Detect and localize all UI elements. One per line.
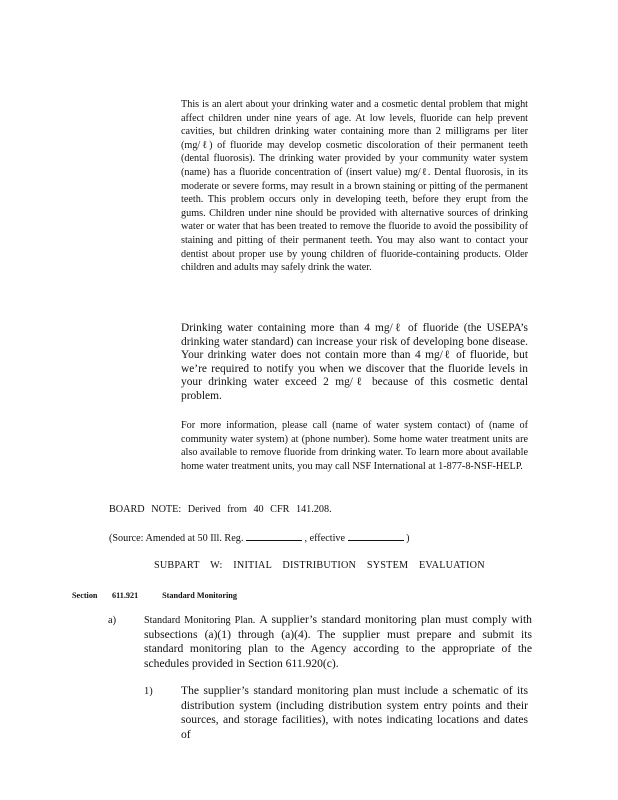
effective-date-blank bbox=[348, 531, 404, 541]
item-a-paragraph bbox=[144, 613, 532, 671]
register-blank bbox=[246, 531, 302, 541]
item-a-lead: Standard Monitoring Plan. bbox=[144, 615, 256, 626]
subpart-heading: SUBPART W: INITIAL DISTRIBUTION SYSTEM EVALUATION bbox=[154, 560, 485, 571]
source-note bbox=[109, 531, 410, 545]
more-information-paragraph: For more information, please call (name of water system contact) of (name of community water system) at (phone number). Some home water treatment units are also available to remove fluoride from drinking water. To learn more about available home water treatment units, you may call NSF International at 1-877-8-NSF-HELP. bbox=[181, 420, 528, 472]
source-prefix: (Source: Amended at 50 Ill. Reg. bbox=[109, 533, 244, 544]
section-heading bbox=[72, 589, 237, 602]
source-middle: , effective bbox=[304, 533, 346, 544]
fluoride-alert-paragraph: This is an alert about your drinking water and a cosmetic dental problem that might affect children under nine years of age. At low levels, fluoride can help prevent cavities, but children drinking water containing more than 2 milligrams per liter (mg/ℓ) of fluoride may develop cosmetic discoloration of their permanent teeth (dental fluorosis). The drinking water provided by your community water system (name) has a fluoride concentration of (insert value) mg/ℓ. Dental fluorosis, in its moderate or severe forms, may result in a brown staining or pitting of the permanent teeth. This problem occurs only in developing teeth, before they erupt from the gums. Children under nine should be provided with alternative sources of drinking water or water that has been treated to remove the fluoride to avoid the possibility of staining and pitting of their permanent teeth. You may also want to contact your dentist about proper use by young children of fluoride-containing products. Older children and adults may safely drink the water. bbox=[181, 99, 528, 274]
source-suffix: ) bbox=[406, 533, 410, 544]
item-a-label: a) bbox=[108, 615, 117, 626]
section-number: 611.921 bbox=[112, 591, 139, 600]
board-note: BOARD NOTE: Derived from 40 CFR 141.208. bbox=[109, 504, 332, 515]
fluoride-warning-paragraph: Drinking water containing more than 4 mg/ℓ of fluoride (the USEPA’s drinking water standard) can increase your risk of developing bone disease. Your drinking water does not contain more than 4 mg/ℓ of fluoride, but we’re required to notify you when we discover that the fluoride levels in your drinking water exceed 2 mg/ℓ because of this cosmetic dental problem. bbox=[181, 322, 528, 402]
item-1-label: 1) bbox=[144, 686, 153, 697]
section-title: Standard Monitoring bbox=[162, 591, 237, 600]
item-1-paragraph bbox=[181, 684, 528, 742]
item-a-text: A supplier’s standard monitoring plan must comply with subsections (a)(1) through (a)(4). The supplier must prepare and submit its standard monitoring plan to the Agency according to the appropriate of the schedules provided in Section 611.920(c). bbox=[144, 613, 532, 670]
section-label: Section bbox=[72, 591, 98, 600]
item-1-text: The supplier’s standard monitoring plan must include a schematic of its distribution system (including distribution system entry points and their sources, and storage facilities), with notes indicating locations and dates of bbox=[181, 684, 528, 741]
